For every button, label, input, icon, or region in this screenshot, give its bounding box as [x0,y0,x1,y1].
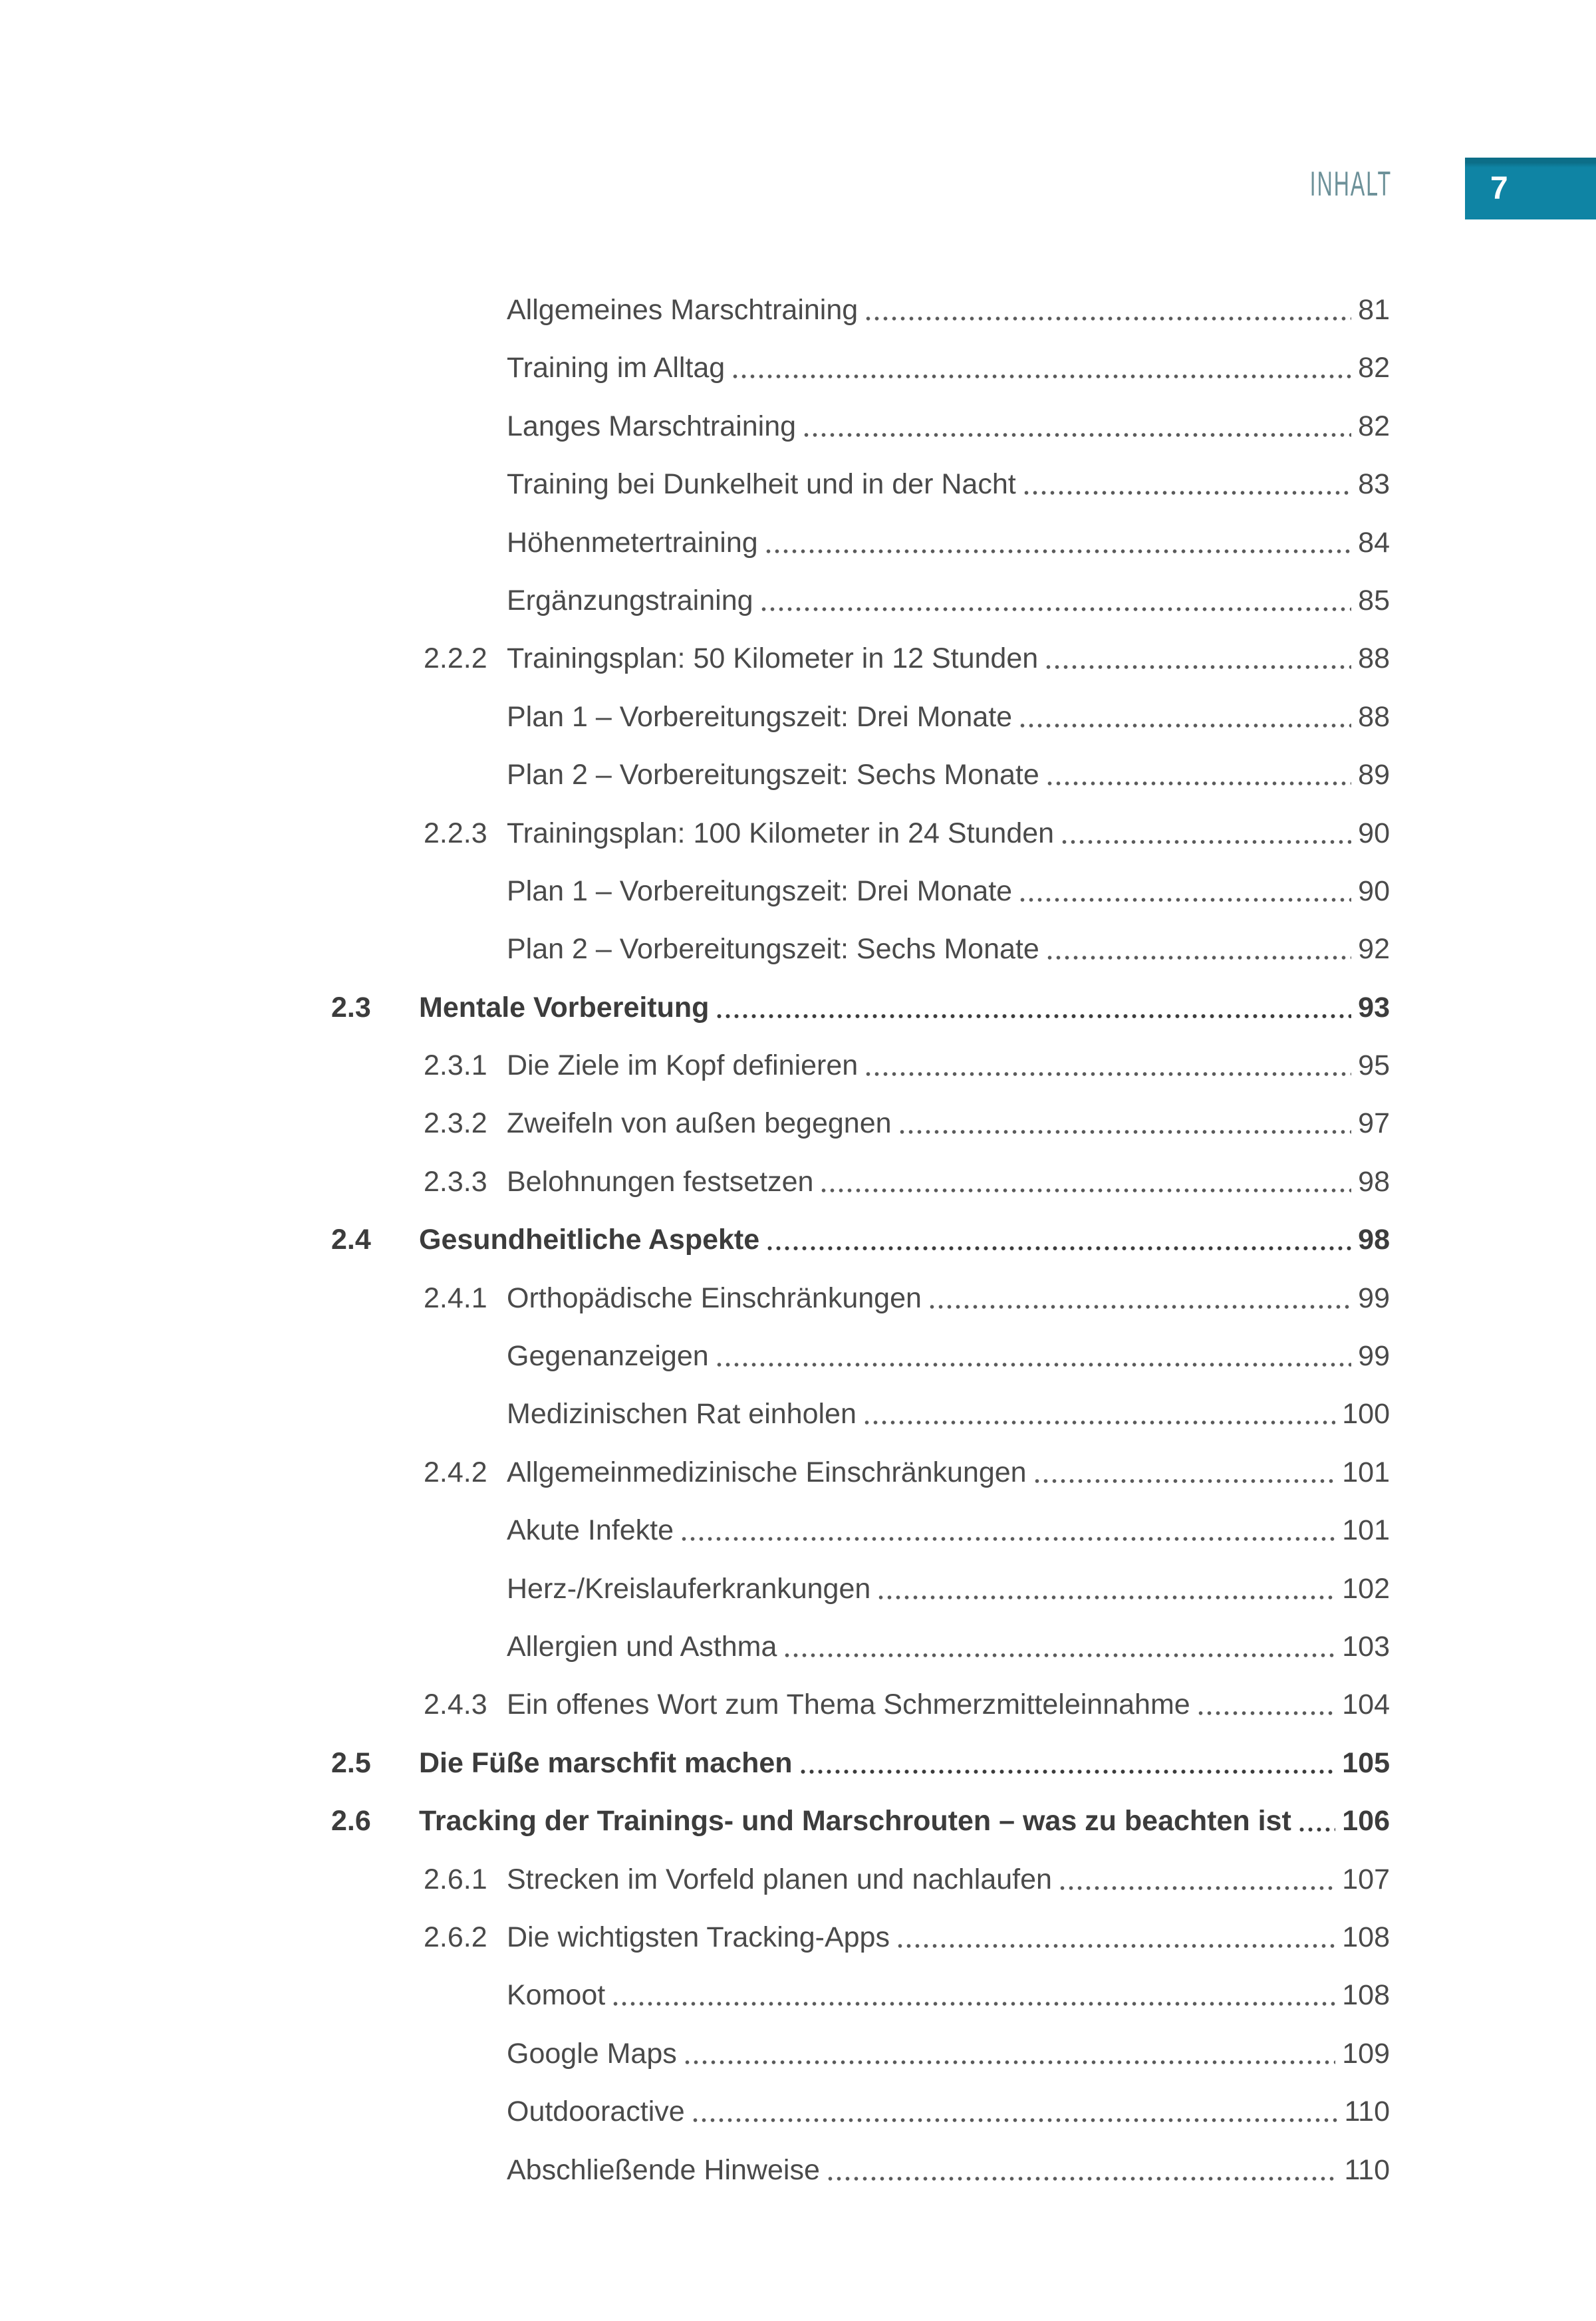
toc-entry [331,805,1390,863]
toc-entry-title: Mentale Vorbereitung [419,991,710,1024]
page-number: 7 [1490,171,1508,206]
toc-entry [331,398,1390,456]
toc-entry [331,456,1390,513]
toc-entry-page: 98 [1358,1165,1390,1198]
toc-entry-number [331,398,507,456]
toc-entry-page: 95 [1358,1049,1390,1082]
toc-entry-page: 85 [1358,584,1390,616]
toc-entry [331,920,1390,978]
toc-entry [331,1037,1390,1095]
dot-leader [611,1967,1335,2024]
toc-entry-title: Training im Alltag [507,352,726,384]
toc-entry-number: 2.2.2 [424,642,487,675]
toc-entry-number: 2.4.3 [424,1689,487,1721]
toc-entry [331,1211,1390,1269]
toc-entry-page: 108 [1342,1921,1390,1953]
toc-entry-page: 82 [1358,410,1390,442]
toc-entry-title: Allgemeines Marschtraining [507,294,859,326]
toc-entry-page: 100 [1342,1398,1390,1431]
dot-leader [764,514,1351,572]
toc-entry-title: Komoot [507,1979,606,2012]
page-header-label: INHALT [1309,165,1392,204]
dot-leader [1058,1851,1335,1909]
toc-entry-page: 90 [1358,817,1390,849]
toc-entry [331,1676,1390,1734]
toc-entry [331,1618,1390,1676]
toc-entry-page: 92 [1358,933,1390,966]
toc-entry-page: 84 [1358,526,1390,559]
dot-leader [826,2141,1338,2199]
toc-entry-page: 104 [1342,1689,1390,1721]
toc-entry [331,1270,1390,1327]
toc-entry-number: 2.6 [331,1805,371,1838]
toc-entry-page: 97 [1358,1107,1390,1140]
toc-entry-title: Gesundheitliche Aspekte [419,1224,760,1256]
toc-entry-title: Allergien und Asthma [507,1630,777,1663]
toc-entry-number: 2.2.3 [424,817,487,849]
toc-entry-page: 90 [1358,875,1390,907]
toc-entry [331,1792,1390,1850]
toc-entry-title: Gegenanzeigen [507,1340,709,1373]
toc-entry [331,514,1390,572]
dot-leader [876,1560,1335,1618]
dot-leader [783,1618,1335,1676]
dot-leader [864,1037,1351,1095]
toc-entry-number: 2.3.1 [424,1049,487,1082]
toc-entry-number [331,1618,507,1676]
toc-entry-number [331,2141,507,2199]
toc-entry-number [331,1502,507,1560]
dot-leader [1297,1792,1335,1850]
dot-leader [731,339,1351,397]
dot-leader [819,1153,1351,1211]
dot-leader [1022,456,1351,513]
toc-entry-number [331,920,507,978]
dot-leader [691,2083,1338,2141]
dot-leader [802,398,1351,456]
dot-leader [896,1909,1335,1967]
dot-leader [1060,805,1351,863]
toc-entry-title: Ergänzungstraining [507,584,753,616]
toc-entry-title: Belohnungen festsetzen [507,1165,814,1198]
dot-leader [1045,920,1351,978]
toc-entry-title: Langes Marschtraining [507,410,797,442]
toc-entry [331,863,1390,920]
dot-leader [765,1211,1351,1269]
toc-entry [331,688,1390,746]
toc-entry-number [331,746,507,804]
toc-entry [331,1734,1390,1792]
toc-entry-number [331,688,507,746]
toc-entry-page: 81 [1358,294,1390,326]
toc-entry-number [331,1385,507,1443]
dot-leader [799,1734,1336,1792]
toc-entry-number [331,2025,507,2083]
toc-entry [331,1153,1390,1211]
toc-entry-title: Trainingsplan: 50 Kilometer in 12 Stunden [507,642,1039,675]
page-number-badge [1465,158,1596,219]
toc-entry-number [331,339,507,397]
toc-entry [331,630,1390,688]
toc-entry [331,1851,1390,1909]
toc-entry-number: 2.4.2 [424,1456,487,1488]
toc-entry-page: 103 [1342,1630,1390,1663]
toc-entry-page: 99 [1358,1282,1390,1314]
toc-entry [331,979,1390,1037]
dot-leader [759,572,1352,630]
toc-entry-title: Herz-/Kreislauferkrankungen [507,1572,871,1605]
toc-entry-title: Allgemeinmedizinische Einschränkungen [507,1456,1027,1488]
toc-entry-title: Tracking der Trainings- und Marschrouten – was zu beachten ist [419,1805,1291,1838]
toc-entry [331,1385,1390,1443]
toc-entry-title: Höhenmetertraining [507,526,758,559]
dot-leader [898,1095,1352,1153]
dot-leader [680,1502,1335,1560]
toc-entry-page: 110 [1344,2153,1390,2186]
toc-entry-title: Strecken im Vorfeld planen und nachlaufen [507,1863,1052,1895]
dot-leader [1018,863,1351,920]
dot-leader [864,281,1351,339]
dot-leader [863,1385,1335,1443]
toc-entry-page: 105 [1342,1746,1390,1779]
toc-entry-number [331,572,507,630]
toc-entry-page: 109 [1342,2037,1390,2070]
toc-entry-title: Abschließende Hinweise [507,2153,820,2186]
toc-entry-title: Google Maps [507,2037,677,2070]
toc-entry-title: Trainingsplan: 100 Kilometer in 24 Stunden [507,817,1055,849]
toc-entry-title: Die wichtigsten Tracking-Apps [507,1921,890,1953]
toc-entry-title: Training bei Dunkelheit und in der Nacht [507,468,1016,501]
toc-entry [331,1502,1390,1560]
toc-entry-page: 88 [1358,700,1390,733]
toc-entry-title: Akute Infekte [507,1514,674,1547]
toc-entry-number [331,2083,507,2141]
toc-entry [331,1909,1390,1967]
toc-entry-number: 2.6.2 [424,1921,487,1953]
toc-entry-number: 2.3.2 [424,1107,487,1140]
toc-entry-page: 102 [1342,1572,1390,1605]
toc-entry-number: 2.6.1 [424,1863,487,1895]
toc-entry-page: 88 [1358,642,1390,675]
dot-leader [1045,746,1351,804]
toc-entry-number: 2.4 [331,1224,371,1256]
toc-entry-title: Ein offenes Wort zum Thema Schmerzmitteleinnahme [507,1689,1190,1721]
toc-entry [331,339,1390,397]
toc-entry-page: 110 [1344,2096,1390,2128]
toc-entry [331,2083,1390,2141]
dot-leader [928,1270,1351,1327]
toc-entry-number: 2.3.3 [424,1165,487,1198]
toc-entry [331,572,1390,630]
toc-entry [331,281,1390,339]
toc-entry-number [331,863,507,920]
dot-leader [1033,1444,1336,1502]
toc-entry-title: Medizinischen Rat einholen [507,1398,857,1431]
toc-entry-number: 2.3 [331,991,371,1024]
toc-entry-number [331,514,507,572]
toc-entry-number [331,1560,507,1618]
toc-entry-page: 93 [1358,991,1390,1024]
toc-entry-title: Plan 1 – Vorbereitungszeit: Drei Monate [507,875,1013,907]
toc-entry [331,1327,1390,1385]
toc-entry-page: 89 [1358,759,1390,791]
toc-entry-title: Plan 2 – Vorbereitungszeit: Sechs Monate [507,759,1039,791]
toc-entry [331,1967,1390,2024]
toc-entry [331,1095,1390,1153]
toc-list [331,281,1390,2199]
toc-entry-page: 101 [1342,1456,1390,1488]
toc-entry [331,2141,1390,2199]
toc-entry [331,746,1390,804]
dot-leader [1044,630,1351,688]
toc-entry-title: Outdooractive [507,2096,685,2128]
dot-leader [715,979,1351,1037]
toc-entry-page: 82 [1358,352,1390,384]
dot-leader [1018,688,1351,746]
toc-entry-page: 99 [1358,1340,1390,1373]
toc-entry-number [331,281,507,339]
toc-entry-page: 83 [1358,468,1390,501]
toc-entry-title: Die Ziele im Kopf definieren [507,1049,859,1082]
toc-entry-title: Die Füße marschfit machen [419,1746,793,1779]
toc-entry-page: 107 [1342,1863,1390,1895]
toc-entry-title: Zweifeln von außen begegnen [507,1107,892,1140]
toc-entry-title: Plan 1 – Vorbereitungszeit: Drei Monate [507,700,1013,733]
dot-leader [1196,1676,1336,1734]
toc-entry-number [331,456,507,513]
toc-entry [331,1560,1390,1618]
toc-entry-number: 2.4.1 [424,1282,487,1314]
toc-entry-page: 98 [1358,1224,1390,1256]
toc-entry-number: 2.5 [331,1746,371,1779]
toc-entry-page: 106 [1342,1805,1390,1838]
dot-leader [683,2025,1335,2083]
toc-entry [331,1444,1390,1502]
toc-entry-number [331,1327,507,1385]
dot-leader [715,1327,1352,1385]
toc-entry [331,2025,1390,2083]
toc-entry-page: 108 [1342,1979,1390,2012]
toc-entry-number [331,1967,507,2024]
toc-entry-page: 101 [1342,1514,1390,1547]
toc-entry-title: Orthopädische Einschränkungen [507,1282,922,1314]
toc-entry-title: Plan 2 – Vorbereitungszeit: Sechs Monate [507,933,1039,966]
